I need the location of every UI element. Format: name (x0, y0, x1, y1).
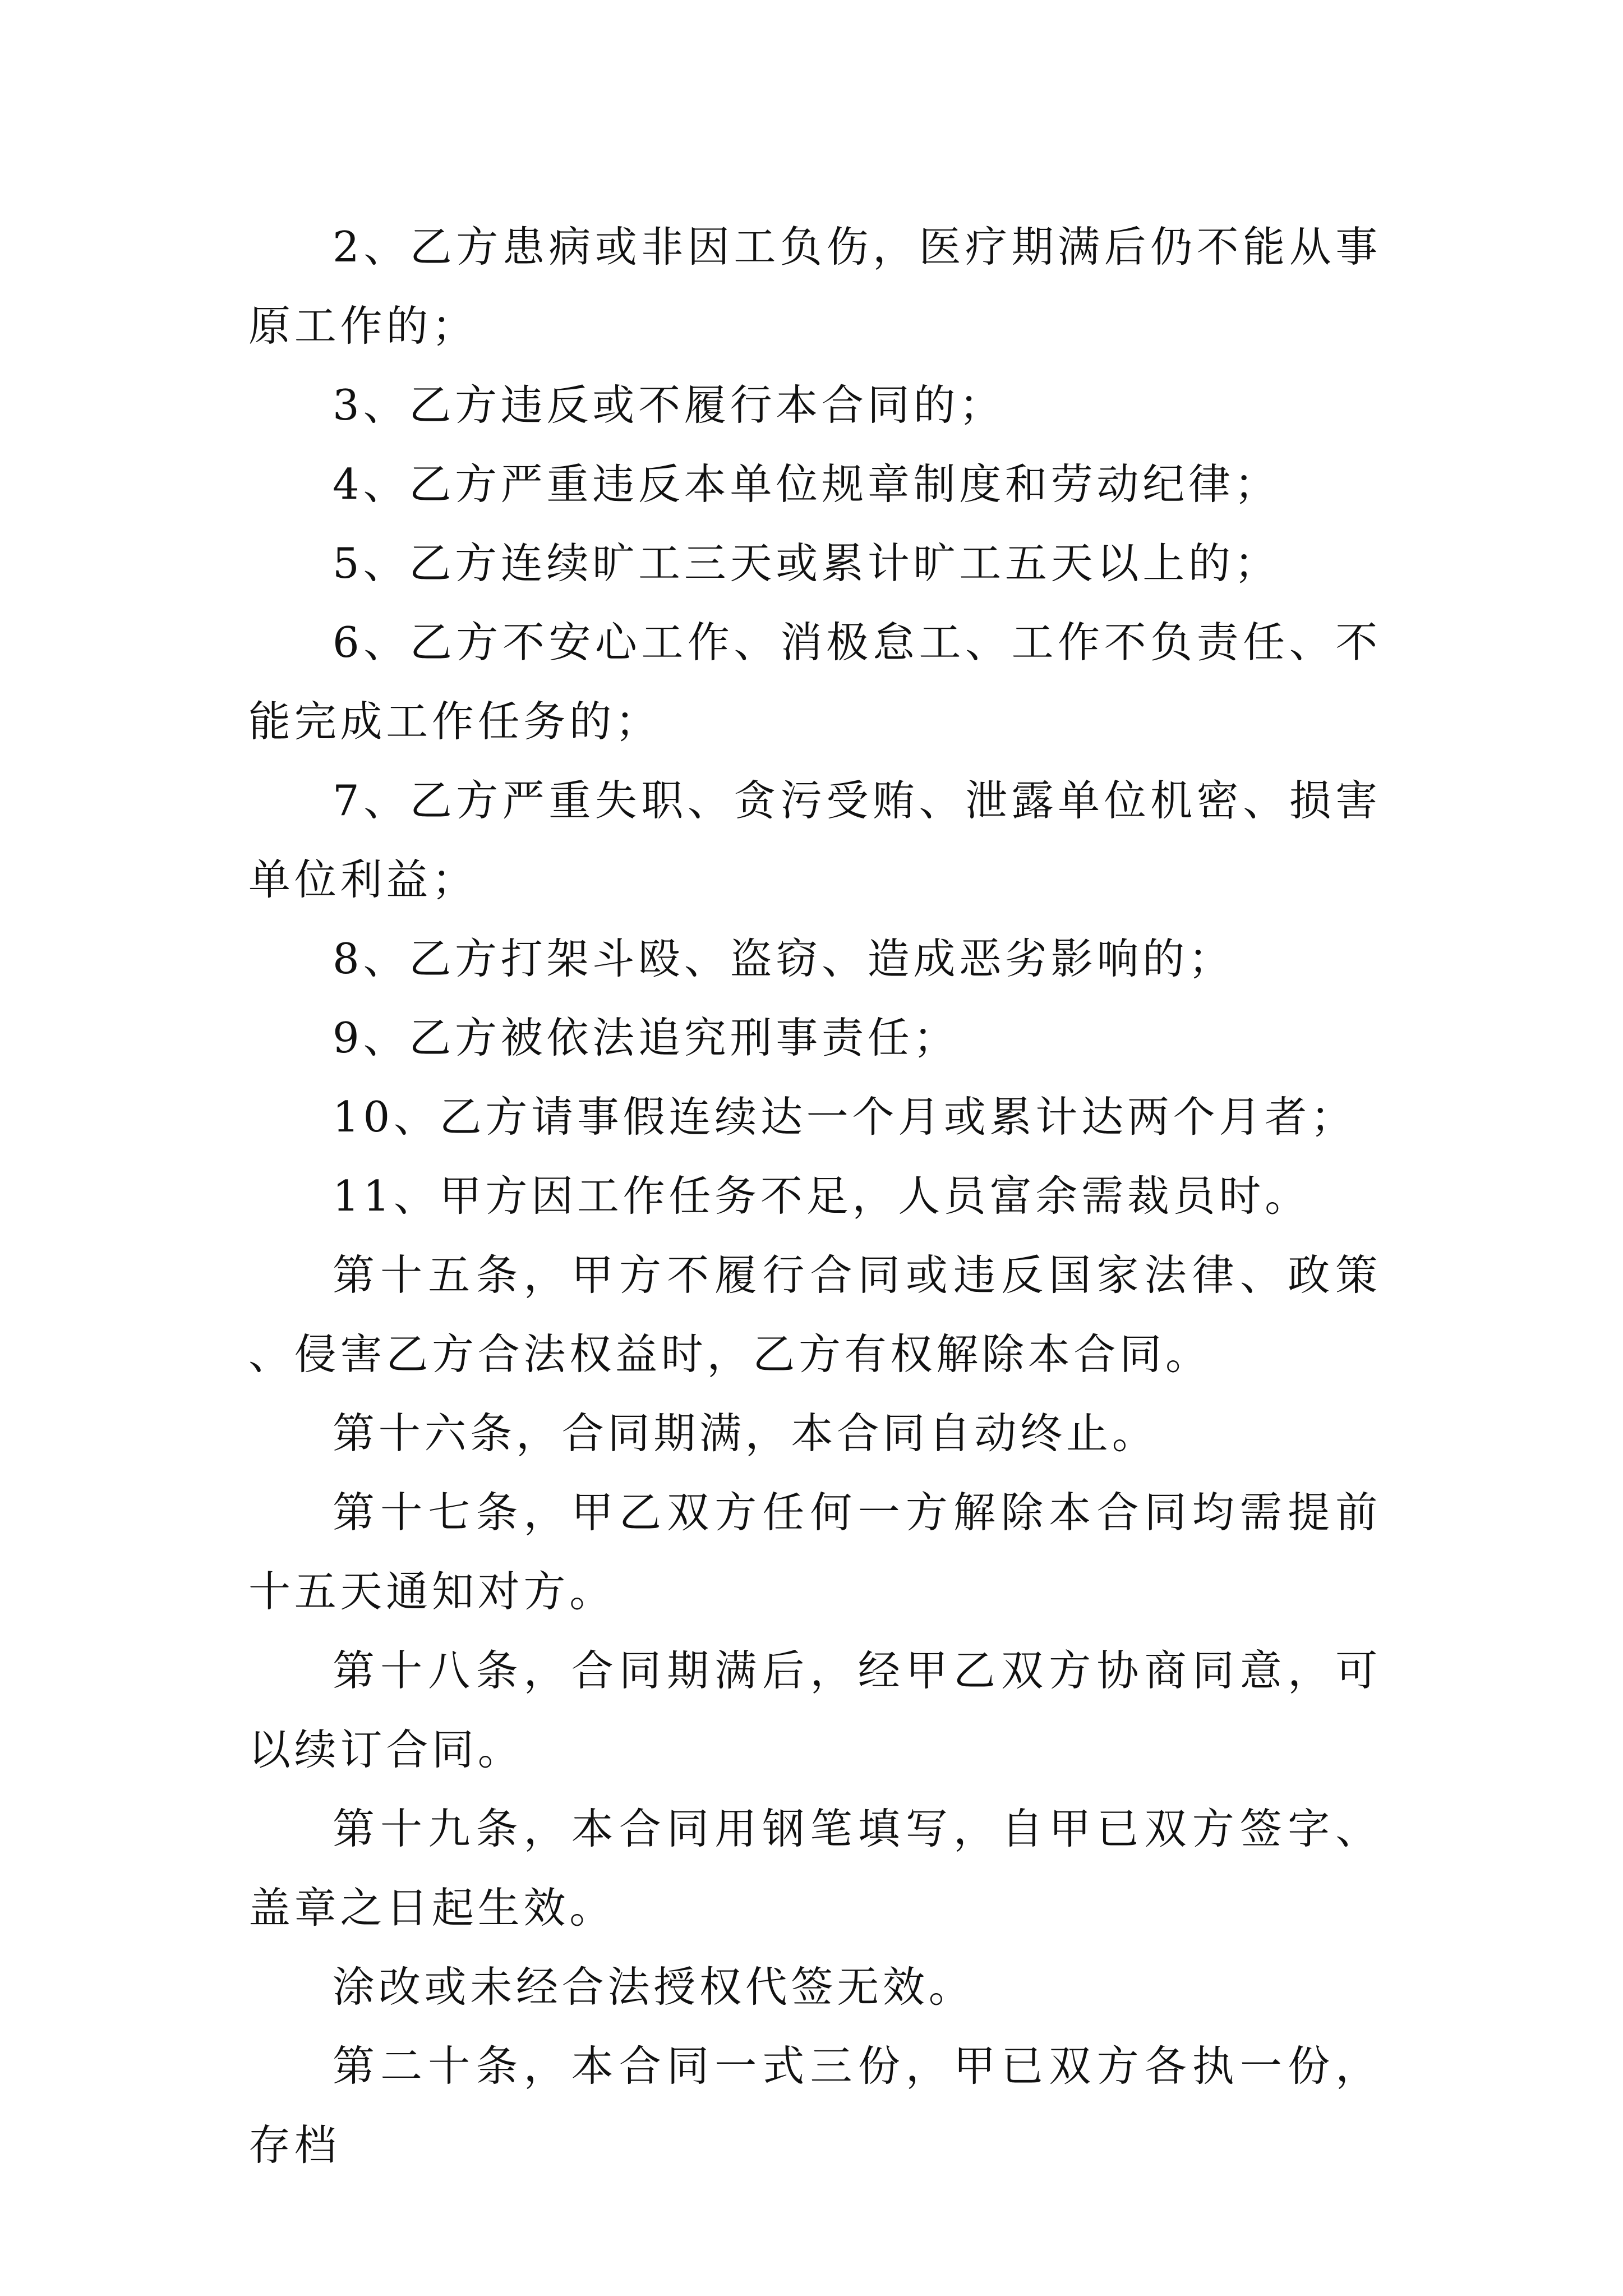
document-body (248, 208, 1381, 2185)
paragraph-clause-6: 6、乙方不安心工作、消极怠工、工作不负责任、不能完成工作任务的； (248, 618, 1381, 746)
paragraph-clause-8: 8、乙方打架斗殴、盗窃、造成恶劣影响的； (333, 934, 1234, 983)
paragraph-article-20: 第二十条，本合同一式三份，甲已双方各执一份，存档 (248, 2041, 1381, 2170)
paragraph-clause-3: 3、乙方违反或不履行本合同的； (333, 380, 1005, 430)
paragraph-article-17: 第十七条，甲乙双方任何一方解除本合同均需提前十五天通知对方。 (248, 1488, 1381, 1616)
paragraph-article-15: 第十五条，甲方不履行合同或违反国家法律、政策、侵害乙方合法权益时，乙方有权解除本合同。 (248, 1250, 1381, 1379)
paragraph-clause-7: 7、乙方严重失职、贪污受贿、泄露单位机密、损害单位利益； (248, 776, 1381, 904)
paragraph-clause-11: 11、甲方因工作任务不足，人员富余需裁员时。 (333, 1171, 1311, 1221)
paragraph-article-19: 第十九条，本合同用钢笔填写，自甲已双方签字、盖章之日起生效。 (248, 1804, 1381, 1932)
paragraph-clause-5: 5、乙方连续旷工三天或累计旷工五天以上的； (333, 539, 1280, 588)
paragraph-article-16: 第十六条，合同期满，本合同自动终止。 (333, 1409, 1158, 1458)
paragraph-clause-2: 2、乙方患病或非因工负伤，医疗期满后仍不能从事原工作的； (248, 222, 1381, 351)
paragraph-clause-10: 10、乙方请事假连续达一个月或累计达两个月者； (333, 1092, 1357, 1142)
paragraph-clause-9: 9、乙方被依法追究刑事责任； (333, 1013, 960, 1062)
paragraph-invalid-note: 涂改或未经合法授权代签无效。 (333, 1962, 975, 2012)
paragraph-clause-4: 4、乙方严重违反本单位规章制度和劳动纪律； (333, 459, 1280, 509)
paragraph-article-18: 第十八条，合同期满后，经甲乙双方协商同意，可以续订合同。 (248, 1646, 1381, 1774)
